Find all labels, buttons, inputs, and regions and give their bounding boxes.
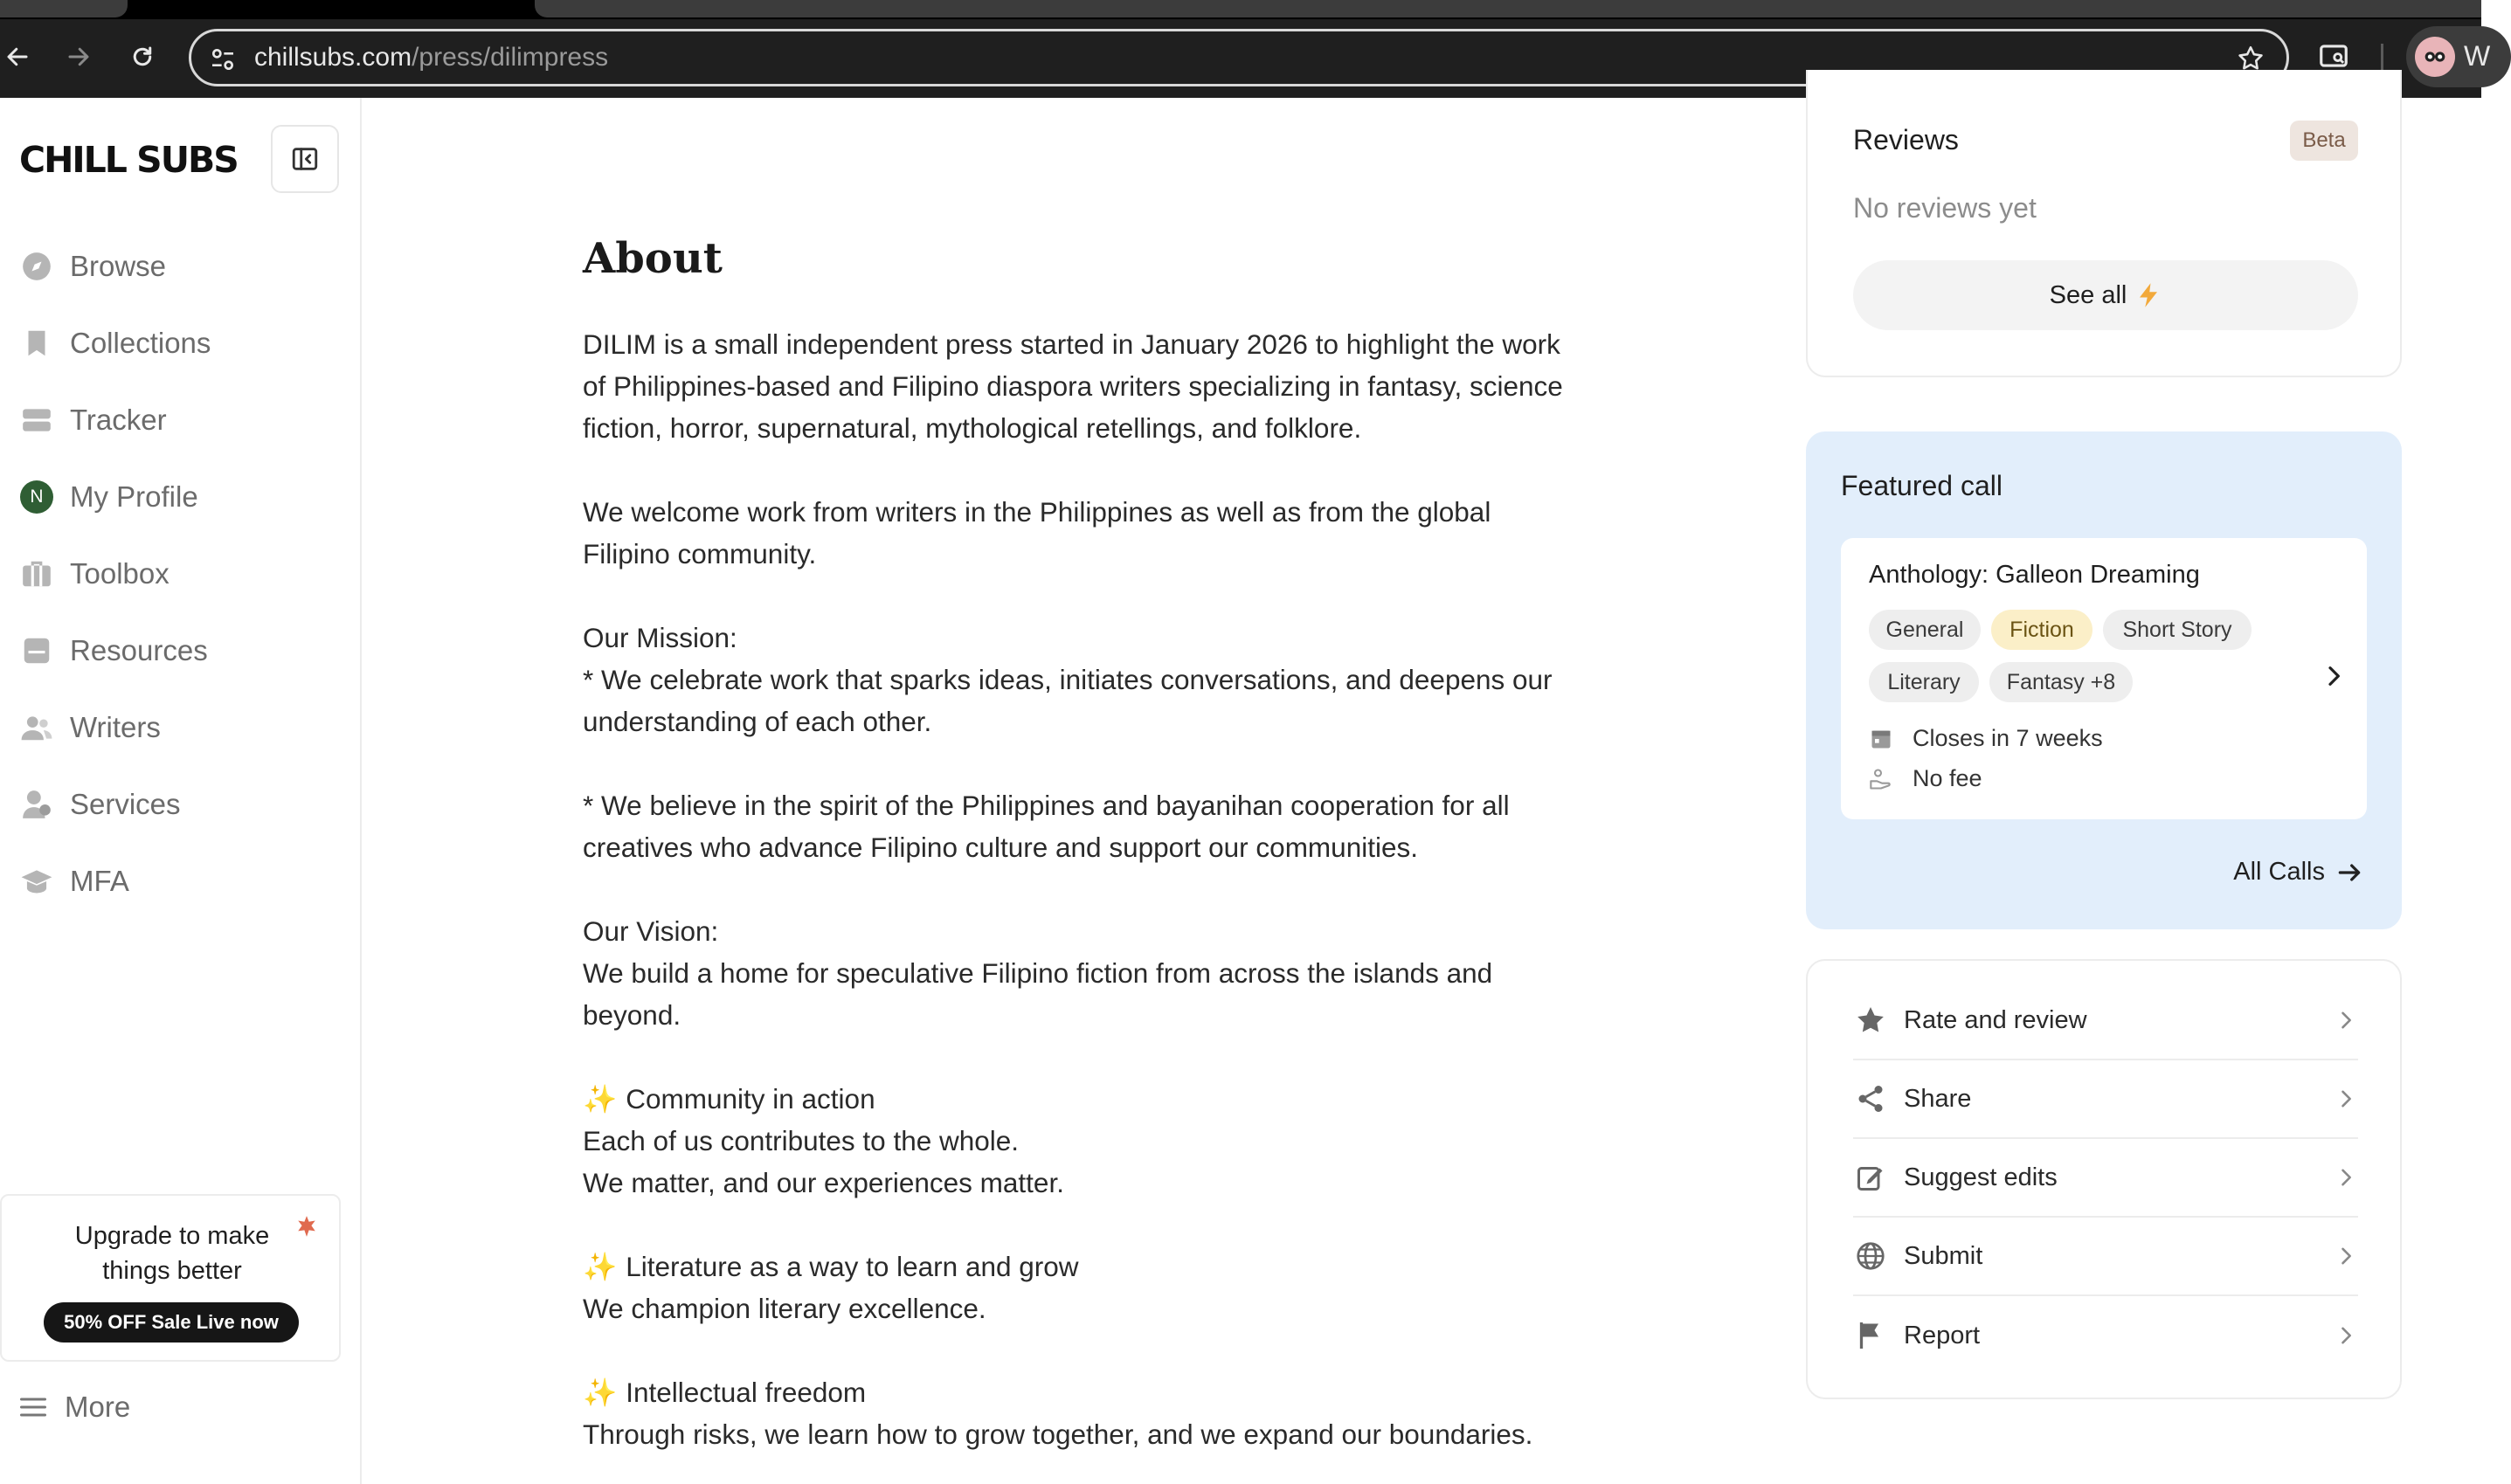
forward-icon[interactable] — [61, 39, 96, 74]
about-line: fiction, horror, supernatural, mythological retellings, and folklore. — [583, 412, 1362, 444]
graduation-cap-icon — [17, 862, 56, 901]
about-line: Each of us contributes to the whole. — [583, 1125, 1020, 1156]
upgrade-card[interactable] — [0, 1194, 341, 1362]
call-fee — [1869, 765, 1982, 792]
edit-icon — [1853, 1160, 1888, 1195]
about-line — [583, 1246, 1675, 1287]
sparkle-star-icon — [295, 1215, 318, 1242]
featured-call-title: Featured call — [1841, 470, 2003, 501]
sidebar-item-collections[interactable] — [17, 313, 341, 374]
sidebar-collapse-icon — [290, 144, 320, 174]
value-heading: Intellectual freedom — [626, 1377, 867, 1408]
star-icon — [1853, 1003, 1888, 1038]
sidebar-item-label: MFA — [70, 865, 129, 897]
all-calls-label: All Calls — [2233, 858, 2325, 886]
about-line: Filipino community. — [583, 538, 817, 569]
about-line: Our Vision: — [583, 915, 719, 947]
no-reviews-text: No reviews yet — [1853, 192, 2037, 224]
about-section — [583, 131, 1675, 1450]
call-title: Anthology: Galleon Dreaming — [1869, 561, 2200, 589]
sidebar-item-tracker[interactable] — [17, 390, 341, 451]
url-text — [254, 43, 608, 72]
submit-action[interactable] — [1853, 1218, 2358, 1296]
toolbar-separator — [2381, 44, 2383, 72]
sidebar-item-label: Collections — [70, 327, 211, 359]
back-icon[interactable] — [0, 39, 35, 74]
about-line — [583, 1078, 1675, 1120]
see-all-label: See all — [2049, 280, 2127, 309]
tag-fantasy-more: Fantasy +8 — [1989, 662, 2133, 702]
rate-review-action[interactable] — [1853, 982, 2358, 1060]
chevron-right-icon — [2334, 1008, 2358, 1032]
more-label: More — [65, 1391, 131, 1423]
sparkles-icon: ✨ — [583, 1377, 618, 1408]
avatar — [17, 478, 56, 516]
profile-initial: W — [2464, 40, 2491, 72]
action-label: Rate and review — [1904, 1005, 2087, 1034]
about-line: * We celebrate work that sparks ideas, initiates conversations, and deepens our — [583, 664, 1553, 695]
tag-literary: Literary — [1869, 662, 1979, 702]
sparkles-icon: ✨ — [583, 1083, 618, 1115]
about-line: beyond. — [583, 999, 681, 1031]
about-line: creatives who advance Filipino culture and support our communities. — [583, 832, 1418, 863]
action-label: Suggest edits — [1904, 1163, 2058, 1191]
see-all-button[interactable] — [1853, 260, 2358, 330]
sidebar-item-my-profile[interactable] — [17, 466, 341, 528]
people-icon — [17, 708, 56, 747]
url-host: chillsubs.com — [254, 43, 412, 72]
sidebar — [0, 98, 362, 1484]
tag-general: General — [1869, 610, 1981, 650]
reload-icon[interactable] — [125, 39, 160, 74]
actions-card — [1806, 959, 2402, 1399]
arrow-right-icon — [2335, 859, 2363, 887]
profile-button[interactable] — [2406, 26, 2511, 87]
report-action[interactable] — [1853, 1296, 2358, 1375]
about-line: understanding of each other. — [583, 706, 932, 737]
upgrade-line-2: things better — [102, 1257, 242, 1285]
chevron-right-icon — [2334, 1087, 2358, 1111]
action-label: Share — [1904, 1084, 1972, 1113]
flag-icon — [1853, 1318, 1888, 1353]
globe-icon — [1853, 1239, 1888, 1273]
sidebar-item-label: Browse — [70, 250, 167, 282]
sidebar-item-mfa[interactable] — [17, 851, 341, 912]
value-heading: Community in action — [626, 1083, 875, 1115]
featured-call-card — [1806, 431, 2402, 929]
lightning-icon — [2135, 282, 2162, 308]
tag-fiction: Fiction — [1991, 610, 2092, 650]
call-item[interactable] — [1841, 538, 2367, 819]
calendar-icon — [1869, 727, 1893, 751]
about-line: of Philippines-based and Filipino diaspora writers specializing in fantasy, science — [583, 370, 1563, 402]
reviews-card — [1806, 70, 2402, 377]
upgrade-text — [2, 1218, 342, 1288]
sidebar-item-label: Resources — [70, 634, 208, 666]
sidebar-item-services[interactable] — [17, 774, 341, 835]
about-line: We welcome work from writers in the Philippines as well as from the global — [583, 496, 1491, 528]
reviews-title: Reviews — [1853, 124, 1959, 155]
about-line: Through risks, we learn how to grow together, and we expand our boundaries. — [583, 1418, 1533, 1450]
chevron-right-icon — [2334, 1244, 2358, 1268]
chevron-right-icon — [2334, 1323, 2358, 1348]
closes-text: Closes in 7 weeks — [1913, 725, 2103, 751]
collapse-sidebar-button[interactable] — [271, 125, 339, 193]
action-label: Submit — [1904, 1241, 1983, 1270]
sidebar-item-label: Toolbox — [70, 557, 169, 590]
sidebar-item-writers[interactable] — [17, 697, 341, 758]
about-line: We matter, and our experiences matter. — [583, 1167, 1064, 1198]
about-line: We champion literary excellence. — [583, 1293, 986, 1324]
compass-icon — [17, 247, 56, 286]
sidebar-item-toolbox[interactable] — [17, 543, 341, 604]
about-body — [583, 323, 1675, 1455]
logo[interactable]: CHILL SUBS — [19, 139, 238, 181]
sparkles-icon: ✨ — [583, 1251, 618, 1282]
chevron-right-icon — [2334, 1165, 2358, 1190]
browser-tab-active[interactable] — [535, 0, 2481, 17]
services-icon — [17, 785, 56, 824]
avatar-initial: N — [20, 480, 53, 514]
inbox-icon — [17, 632, 56, 670]
value-heading: Literature as a way to learn and grow — [626, 1251, 1079, 1282]
chevron-right-icon[interactable] — [2320, 662, 2348, 694]
toolbox-icon — [17, 555, 56, 593]
sidebar-item-label: Writers — [70, 711, 161, 743]
tracker-icon — [17, 401, 56, 439]
browser-tab[interactable] — [0, 0, 128, 17]
fee-text: No fee — [1913, 765, 1982, 791]
bookmark-icon — [17, 324, 56, 362]
hamburger-icon — [17, 1391, 49, 1423]
about-line — [583, 1371, 1675, 1413]
sidebar-item-resources[interactable] — [17, 620, 341, 681]
tab-strip — [0, 0, 2481, 19]
about-heading: About — [583, 234, 723, 283]
site-settings-icon[interactable] — [209, 45, 237, 78]
action-label: Report — [1904, 1321, 1981, 1349]
sidebar-item-label: Services — [70, 788, 181, 820]
more-menu-button[interactable] — [17, 1391, 130, 1424]
call-deadline — [1869, 725, 2103, 752]
hand-coin-icon — [1869, 767, 1893, 791]
about-line: * We believe in the spirit of the Philippines and bayanihan cooperation for all — [583, 790, 1510, 821]
sale-badge[interactable]: 50% OFF Sale Live now — [44, 1302, 299, 1343]
all-calls-link[interactable] — [2233, 858, 2363, 887]
share-icon — [1853, 1081, 1888, 1116]
about-line: DILIM is a small independent press started in January 2026 to highlight the work — [583, 328, 1560, 360]
sidebar-item-label: Tracker — [70, 404, 167, 436]
suggest-edits-action[interactable] — [1853, 1139, 2358, 1218]
about-line: We build a home for speculative Filipino fiction from across the islands and — [583, 957, 1493, 989]
url-path: /press/dilimpress — [412, 43, 609, 72]
sidebar-item-browse[interactable] — [17, 236, 341, 297]
about-line: Our Mission: — [583, 622, 737, 653]
tag-short-story: Short Story — [2103, 610, 2252, 650]
sidebar-item-label: My Profile — [70, 480, 198, 513]
share-action[interactable] — [1853, 1060, 2358, 1139]
beta-badge: Beta — [2290, 121, 2358, 161]
upgrade-line-1: Upgrade to make — [74, 1222, 270, 1250]
profile-avatar — [2415, 37, 2455, 77]
